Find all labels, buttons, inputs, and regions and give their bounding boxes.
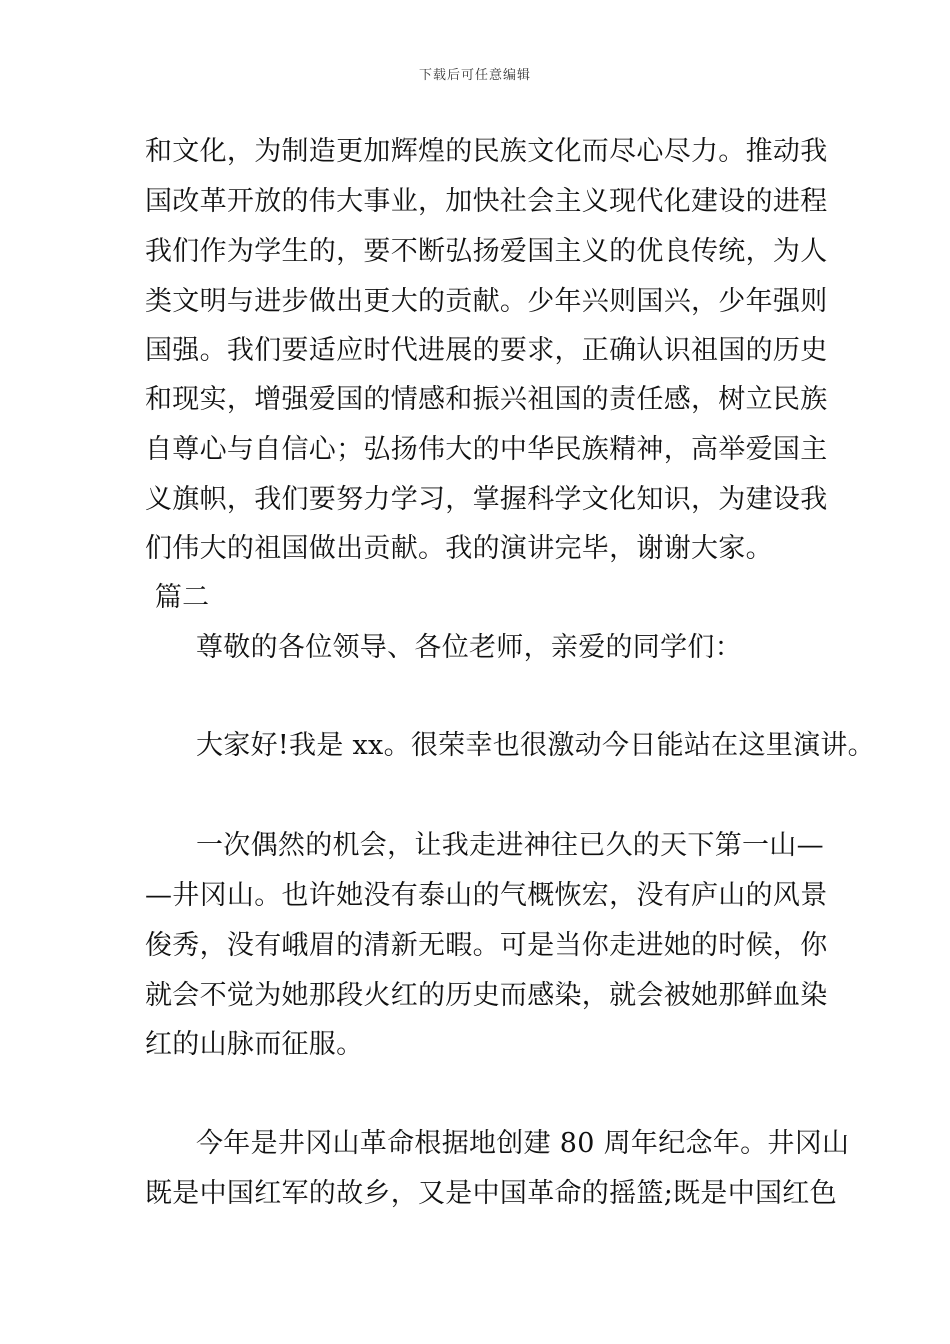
text-line: 红的山脉而征服。 — [145, 1029, 364, 1060]
text-line: 国改革开放的伟大事业，加快社会主义现代化建设的进程 — [145, 186, 828, 217]
salutation: 尊敬的各位领导、各位老师，亲爱的同学们： — [196, 632, 742, 663]
text-line: 和现实，增强爱国的情感和振兴祖国的责任感，树立民族 — [145, 384, 828, 415]
text-line: 和文化，为制造更加辉煌的民族文化而尽心尽力。推动我 — [145, 136, 828, 167]
text-line: —井冈山。也许她没有泰山的气概恢宏，没有庐山的风景 — [145, 880, 828, 911]
text-line: 国强。我们要适应时代进展的要求，正确认识祖国的历史 — [145, 335, 828, 366]
text-line: 义旗帜，我们要努力学习，掌握科学文化知识，为建设我 — [145, 484, 828, 515]
text-line: 们伟大的祖国做出贡献。我的演讲完毕，谢谢大家。 — [145, 533, 773, 564]
text-line: 俊秀，没有峨眉的清新无暇。可是当你走进她的时候，你 — [145, 930, 828, 961]
text-line: 就会不觉为她那段火红的历史而感染，就会被她那鲜血染 — [145, 980, 828, 1011]
page-header: 下载后可任意编辑 — [418, 68, 531, 83]
text-line: 一次偶然的机会，让我走进神往已久的天下第一山— — [196, 830, 824, 861]
text-line: 我们作为学生的，要不断弘扬爱国主义的优良传统，为人 — [145, 236, 828, 267]
text-line: 今年是井冈山革命根据地创建 80 周年纪念年。井冈山 — [196, 1128, 850, 1159]
section-title: 篇二 — [146, 582, 210, 613]
text-line: 类文明与进步做出更大的贡献。少年兴则国兴，少年强则 — [145, 286, 828, 317]
greeting: 大家好!我是 xx。很荣幸也很激动今日能站在这里演讲。 — [196, 730, 875, 761]
text-line: 自尊心与自信心；弘扬伟大的中华民族精神，高举爱国主 — [145, 434, 828, 465]
text-line: 既是中国红军的故乡，又是中国革命的摇篮;既是中国红色 — [145, 1178, 837, 1209]
